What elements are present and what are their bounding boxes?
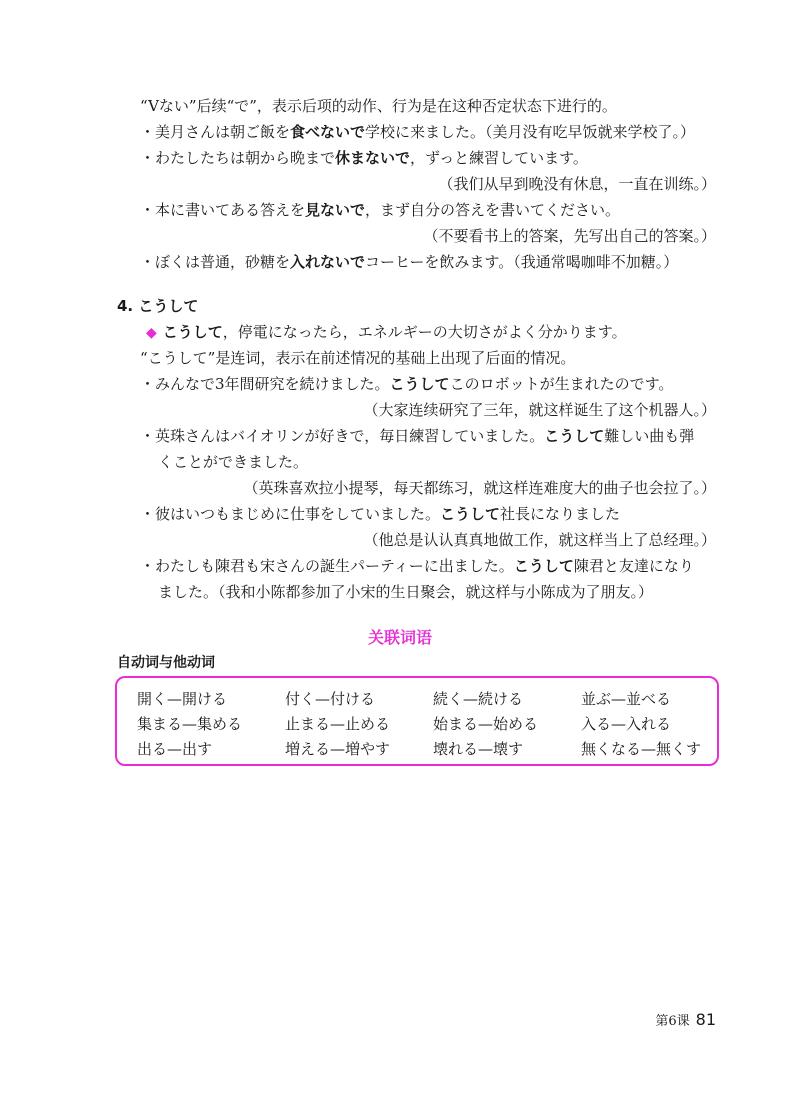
example-text: このロボットが生まれたのです。 — [449, 375, 674, 393]
vocab-pair: 出る—出す — [137, 740, 213, 758]
example-sentence — [140, 252, 678, 272]
example-text: ・わたしたちは朝から晩まで — [140, 149, 336, 167]
vocab-pair: 無くなる—無くす — [581, 740, 702, 758]
example-text: ，まず自分の答えを書いてください。 — [365, 201, 621, 219]
page-footer — [655, 1010, 716, 1029]
grammar-explanation: “こうして”是连词，表示在前述情况的基础上出现了后面的情况。 — [140, 349, 576, 367]
vocab-box — [115, 676, 719, 766]
example-text: ・本に書いてある答えを — [140, 201, 306, 219]
vocab-pair: 付く—付ける — [285, 690, 376, 708]
example-translation: （他总是认认真真地做工作，就这样当上了总经理。） — [363, 531, 716, 549]
example-text: ・英珠さんはバイオリンが好きで，毎日練習していました。 — [140, 427, 545, 445]
example-keyword: 入れないで — [290, 253, 366, 271]
example-translation: （英珠喜欢拉小提琴，每天都练习，就这样连难度大的曲子也会拉了。） — [243, 479, 716, 497]
vocab-pair: 壊れる—壊す — [433, 740, 524, 758]
related-words-heading: 关联词语 — [367, 628, 432, 647]
example-continuation: ました。（我和小陈都参加了小宋的生日聚会，就这样与小陈成为了朋友。） — [158, 583, 654, 601]
example-sentence — [140, 122, 695, 142]
vocab-pair: 開く—開ける — [137, 690, 228, 708]
key-sentence — [146, 322, 627, 343]
example-keyword: こうして — [389, 375, 450, 393]
vocab-pair: 増える—増やす — [285, 740, 391, 758]
example-translation: （不要看书上的答案，先写出自己的答案。） — [423, 227, 716, 245]
example-text: ，ずっと練習しています。 — [410, 149, 588, 167]
diamond-icon: ◆ — [146, 325, 157, 341]
example-sentence — [140, 374, 673, 394]
example-text: ・わたしも陳君も宋さんの誕生パーティーに出ました。 — [140, 557, 514, 575]
example-sentence — [140, 426, 694, 446]
section-title: 4. こうして — [117, 297, 199, 315]
grammar-explanation: “Vない”后续“で”，表示后项的动作、行为是在这种否定状态下进行的。 — [140, 97, 617, 115]
example-keyword: こうして — [513, 557, 574, 575]
page-number: 81 — [695, 1010, 716, 1029]
example-sentence — [140, 556, 694, 576]
example-keyword: 見ないで — [305, 201, 366, 219]
example-text: 学校に来ました。（美月没有吃早饭就来学校了。） — [365, 123, 696, 141]
example-text: ・ぼくは普通，砂糖を — [140, 253, 291, 271]
example-sentence — [140, 504, 620, 524]
example-text: ・美月さんは朝ご飯を — [140, 123, 291, 141]
example-keyword: こうして — [544, 427, 605, 445]
vocab-pair: 並ぶ—並べる — [581, 690, 672, 708]
vocab-subheading: 自动词与他动词 — [117, 655, 215, 671]
example-keyword: 食べないで — [290, 123, 366, 141]
example-text: 陳君と友達になり — [573, 557, 694, 575]
example-sentence — [140, 200, 620, 220]
lesson-label: 第6课 — [655, 1014, 690, 1029]
example-keyword: こうして — [162, 323, 223, 341]
vocab-pair: 入る—入れる — [581, 715, 672, 733]
example-continuation: くことができました。 — [158, 453, 309, 471]
example-translation: （大家连续研究了三年，就这样诞生了这个机器人。） — [363, 401, 716, 419]
example-sentence — [140, 148, 588, 168]
example-text: 難しい曲も弾 — [604, 427, 695, 445]
vocab-pair: 止まる—止める — [285, 715, 391, 733]
example-text: ・彼はいつもまじめに仕事をしていました。 — [140, 505, 441, 523]
example-text: ，停電になったら，エネルギーの大切さがよく分かります。 — [222, 323, 627, 341]
vocab-pair: 続く—続ける — [433, 690, 524, 708]
vocab-pair: 始まる—始める — [433, 715, 539, 733]
example-keyword: 休まないで — [335, 149, 411, 167]
example-text: 社長になりました — [500, 505, 621, 523]
example-translation: （我们从早到晚没有休息，一直在训练。） — [438, 175, 716, 193]
example-keyword: こうして — [440, 505, 501, 523]
example-text: コーヒーを飲みます。（我通常喝咖啡不加糖。） — [365, 253, 679, 271]
example-text: ・みんなで3年間研究を続けました。 — [140, 375, 390, 393]
vocab-pair: 集まる—集める — [137, 715, 243, 733]
